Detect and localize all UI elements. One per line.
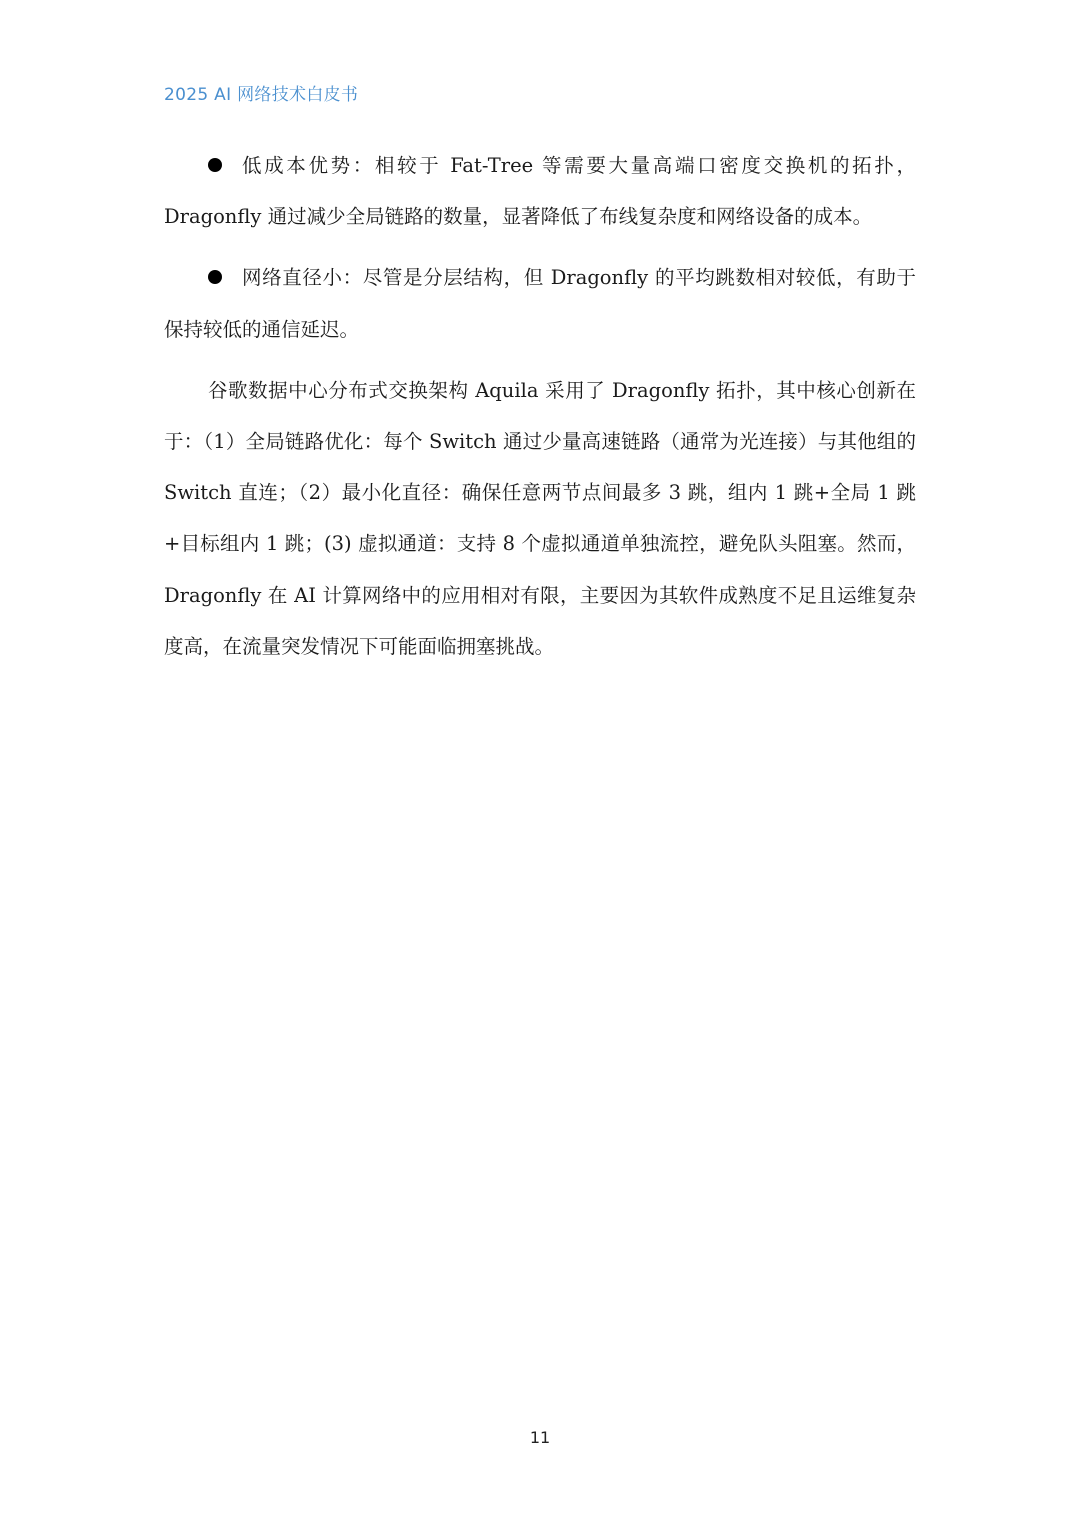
- bullet-text: 低成本优势：相较于 Fat-Tree 等需要大量高端口密度交换机的拓扑，Dragonfly 通过减少全局链路的数量，显著降低了布线复杂度和网络设备的成本。: [164, 154, 916, 229]
- bullet-item-small-diameter: [164, 252, 916, 354]
- page-number: 11: [529, 1428, 551, 1447]
- body-paragraph-aquila: 谷歌数据中心分布式交换架构 Aquila 采用了 Dragonfly 拓扑，其中核心创新在于：（1）全局链路优化：每个 Switch 通过少量高速链路（通常为光连接）与其他组的 Switch 直连；（2）最小化直径：确保任意两节点间最多 3 跳，组内 1 跳+全局 1 跳+目标组内 1 跳；(3) 虚拟通道：支持 8 个虚拟通道单独流控，避免队头阻塞。然而，Dragonfly 在 AI 计算网络中的应用相对有限，主要因为其软件成熟度不足且运维复杂度高，在流量突发情况下可能面临拥塞挑战。: [164, 378, 916, 658]
- document-body: [164, 140, 916, 672]
- page-header-title: 2025 AI 网络技术白皮书: [164, 85, 359, 105]
- bullet-dot-icon: [208, 158, 222, 172]
- bullet-dot-icon: [208, 270, 222, 284]
- bullet-text: 网络直径小：尽管是分层结构，但 Dragonfly 的平均跳数相对较低，有助于保持较低的通信延迟。: [164, 266, 916, 341]
- bullet-item-low-cost: [164, 140, 916, 242]
